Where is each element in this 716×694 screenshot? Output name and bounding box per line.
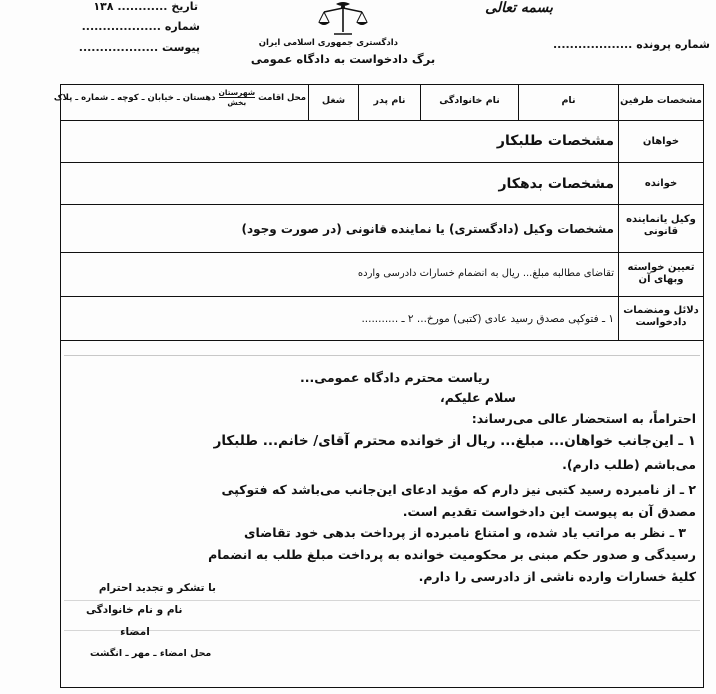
number-field bbox=[70, 20, 200, 33]
letter-line-7: مصدق آن به پیوست این دادخواست تقدیم است. bbox=[402, 504, 696, 519]
letter-line-4: ۱ ـ این‌جانب خواهان... مبلغ... ریال از خوانده محترم آقای/ خانم... طلبکار bbox=[213, 433, 696, 449]
rule bbox=[60, 296, 704, 297]
case-number-label: شماره پرونده bbox=[636, 38, 710, 51]
defendant-value: مشخصات بدهکار bbox=[498, 176, 614, 192]
label-plaintiff: خواهان bbox=[642, 136, 680, 147]
signature-sign: امضاء bbox=[120, 626, 150, 638]
signature-thanks: با تشکر و تجدید احترام bbox=[98, 582, 216, 594]
ruled-line bbox=[64, 600, 700, 601]
letter-line-5: می‌باشم (طلب دارم). bbox=[562, 457, 696, 472]
date-value: ۱۳۸ bbox=[93, 0, 114, 13]
rule bbox=[60, 120, 704, 121]
col-father-name: نام پدر bbox=[373, 95, 406, 106]
attachment-label: پیوست bbox=[162, 41, 200, 54]
letter-line-1: ریاست محترم دادگاه عمومی... bbox=[300, 370, 490, 385]
scales-icon bbox=[314, 2, 372, 36]
emblem-caption: دادگستری جمهوری اسلامی ایران bbox=[258, 38, 398, 48]
bismillah: بسمه تعالی bbox=[485, 0, 553, 16]
date-dots: ............ bbox=[117, 0, 168, 13]
col-residence bbox=[53, 88, 306, 107]
label-claim: تعیین خواسته وبهای آن bbox=[627, 262, 695, 285]
label-defendant: خوانده bbox=[644, 178, 678, 189]
rule bbox=[618, 84, 619, 340]
signature-name: نام و نام خانوادگی bbox=[86, 604, 183, 616]
number-dots: ................... bbox=[81, 20, 161, 33]
letter-line-2: سلام علیکم، bbox=[440, 390, 516, 405]
col-parties: مشخصات طرفین bbox=[620, 95, 702, 106]
letter-line-8: ۳ ـ نظر به مراتب یاد شده، و امتناع نامبرده از پرداخت بدهی خود تقاضای bbox=[244, 525, 686, 540]
rule bbox=[60, 340, 704, 341]
date-label: تاریخ bbox=[171, 0, 198, 13]
label-evidence: دلائل ومنضمات دادخواست bbox=[623, 305, 699, 328]
signature-stamp: محل امضاء ـ مهر ـ انگشت bbox=[90, 648, 212, 659]
lawyer-value: مشخصات وکیل (دادگستری) یا نماینده قانونی (در صورت وجود) bbox=[241, 222, 614, 236]
letter-line-9: رسیدگی و صدور حکم مبنی بر محکومیت خوانده به پرداخت مبلغ طلب به انضمام bbox=[208, 547, 696, 562]
evidence-value: ۱ ـ فتوکپی مصدق رسید عادی (کتبی) مورخ... ۲ ـ ........... bbox=[361, 313, 614, 325]
city-district bbox=[219, 88, 256, 107]
rule bbox=[60, 162, 704, 163]
justice-emblem bbox=[314, 2, 372, 36]
letter-line-10: کلیهٔ خسارات وارده ناشی از دادرسی را دارم. bbox=[418, 569, 696, 584]
col-first-name: نام bbox=[561, 95, 576, 106]
district-label: بخش bbox=[227, 98, 247, 107]
number-label: شماره bbox=[164, 20, 200, 33]
date-field bbox=[28, 0, 198, 13]
col-occupation: شغل bbox=[321, 95, 346, 106]
petition-table bbox=[60, 84, 704, 688]
letter-line-6: ۲ ـ از نامبرده رسید کتبی نیز دارم که مؤید ادعای این‌جانب می‌باشد که فتوکپی bbox=[221, 482, 696, 497]
attachment-dots: ................... bbox=[78, 41, 159, 54]
ruled-line bbox=[64, 355, 700, 356]
plaintiff-value: مشخصات طلبکار bbox=[496, 133, 614, 149]
case-number-field bbox=[508, 38, 710, 51]
case-number-dots: ................... bbox=[552, 38, 633, 51]
col-last-name: نام خانوادگی bbox=[439, 95, 500, 106]
attachment-field bbox=[60, 41, 200, 54]
rule bbox=[60, 252, 704, 253]
residence-detail: دهستان ـ خیابان ـ کوچه ـ شماره ـ پلاک bbox=[53, 92, 216, 103]
letter-line-3: احتراماً، به استحضار عالی می‌رساند: bbox=[471, 411, 696, 426]
city-label: شهرستان bbox=[218, 88, 256, 97]
claim-value: تقاضای مطالبه مبلغ... ریال به انضمام خسارات دادرسی وارده bbox=[357, 268, 614, 279]
rule bbox=[60, 204, 704, 205]
residence-label: محل اقامت bbox=[258, 92, 306, 103]
form-title: برگ دادخواست به دادگاه عمومی bbox=[250, 52, 436, 66]
label-lawyer: وکیل یانماینده قانونی bbox=[626, 214, 696, 237]
